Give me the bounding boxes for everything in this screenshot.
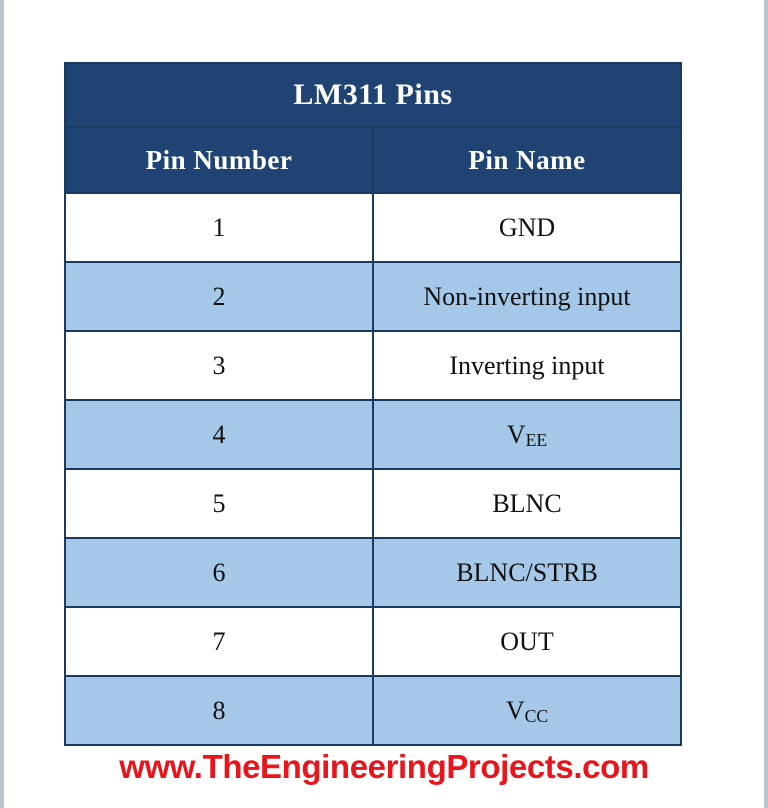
table-row — [65, 676, 681, 745]
pin-name-cell — [373, 607, 681, 676]
pin-name-cell — [373, 262, 681, 331]
pin-name-text: BLNC/STRB — [456, 557, 598, 587]
table-row — [65, 331, 681, 400]
pin-name-text: V — [505, 695, 525, 725]
pin-number-cell: 6 — [65, 538, 373, 607]
pin-name-cell — [373, 676, 681, 745]
table-row — [65, 538, 681, 607]
pin-name-text: Inverting input — [449, 350, 605, 380]
pin-number-cell: 2 — [65, 262, 373, 331]
pin-name-text: GND — [498, 212, 556, 242]
pin-name-text: V — [506, 419, 526, 449]
table-header-row — [65, 127, 681, 193]
table-row — [65, 262, 681, 331]
table-row — [65, 469, 681, 538]
pin-number-cell: 4 — [65, 400, 373, 469]
pin-name-text: Non-inverting input — [423, 281, 631, 311]
pin-name-text: OUT — [500, 626, 554, 656]
pin-name-cell — [373, 193, 681, 262]
table-row — [65, 193, 681, 262]
pin-table-container — [64, 62, 682, 746]
pin-name-text: BLNC — [492, 488, 562, 518]
pin-name-subscript: EE — [525, 430, 548, 451]
column-header-pin-name: Pin Name — [373, 127, 681, 193]
pin-number-cell: 5 — [65, 469, 373, 538]
pin-name-subscript: CC — [524, 706, 549, 727]
pin-number-cell: 3 — [65, 331, 373, 400]
pin-name-cell — [373, 538, 681, 607]
column-header-pin-number: Pin Number — [65, 127, 373, 193]
table-row — [65, 400, 681, 469]
pin-name-cell — [373, 469, 681, 538]
pin-number-cell: 8 — [65, 676, 373, 745]
table-row — [65, 607, 681, 676]
table-title: LM311 Pins — [65, 63, 681, 127]
pin-name-cell — [373, 331, 681, 400]
table-title-row — [65, 63, 681, 127]
pin-number-cell: 1 — [65, 193, 373, 262]
pin-name-cell — [373, 400, 681, 469]
site-watermark: www.TheEngineeringProjects.com — [119, 748, 649, 785]
pin-number-cell: 7 — [65, 607, 373, 676]
lm311-pin-table — [64, 62, 682, 746]
